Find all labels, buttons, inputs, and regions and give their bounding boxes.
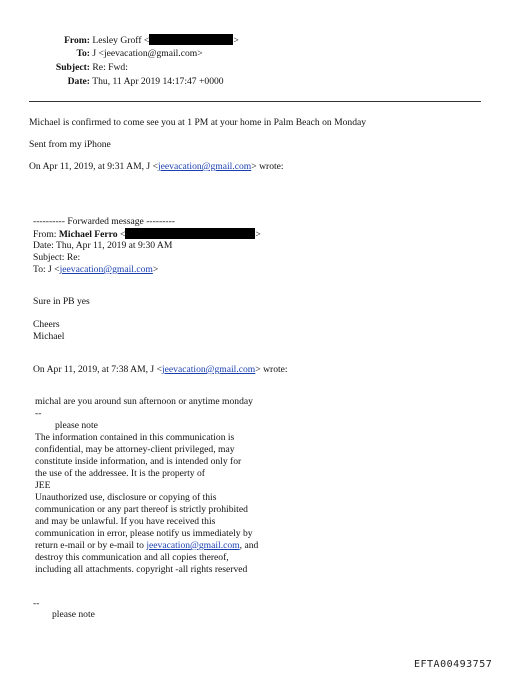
quote1-email-link[interactable]: jeevacation@gmail.com bbox=[157, 161, 252, 172]
disclaimer-line: including all attachments. copyright -all rights reserved bbox=[35, 564, 248, 575]
quote-header-1 bbox=[29, 161, 284, 173]
disc-prefix: return e-mail or by e-mail to bbox=[35, 540, 147, 551]
date-label: Date: bbox=[67, 76, 90, 87]
signature-dashes: -- bbox=[35, 408, 42, 419]
date-value: Thu, 11 Apr 2019 14:17:47 +0000 bbox=[92, 76, 224, 87]
header-date-row bbox=[48, 76, 224, 88]
to-value: J <jeevacation@gmail.com> bbox=[92, 48, 203, 59]
please-note: please note bbox=[55, 420, 98, 431]
reply-cheers: Cheers bbox=[33, 319, 60, 330]
quote1-prefix: On Apr 11, 2019, at 9:31 AM, J < bbox=[29, 161, 158, 172]
forwarded-banner: ---------- Forwarded message --------- bbox=[33, 216, 175, 227]
disclaimer-line: Unauthorized use, disclosure or copying of this bbox=[35, 492, 217, 503]
disclaimer-line: constitute inside information, and is intended only for bbox=[35, 456, 242, 467]
original-line-1: michal are you around sun afternoon or anytime monday bbox=[35, 396, 253, 407]
disc-suffix: , and bbox=[239, 540, 259, 551]
forwarded-subject: Subject: Re: bbox=[33, 252, 81, 263]
reply-line-1: Sure in PB yes bbox=[33, 296, 90, 307]
disclaimer-line: the use of the addressee. It is the property of bbox=[35, 468, 205, 479]
from-close: > bbox=[233, 35, 239, 46]
fwd-to-prefix: To: J < bbox=[33, 264, 60, 275]
redaction-bar bbox=[125, 228, 255, 239]
header-divider bbox=[29, 101, 481, 102]
header-subject-row bbox=[30, 62, 128, 74]
header-from-row bbox=[48, 34, 239, 47]
bates-number: EFTA00493757 bbox=[414, 659, 493, 670]
fwd-to-suffix: > bbox=[152, 264, 159, 275]
quote-header-2 bbox=[33, 364, 288, 376]
fwd-from-close: > bbox=[255, 229, 261, 240]
disclaimer-line: destroy this communication and all copies thereof, bbox=[35, 552, 229, 563]
sent-from-line: Sent from my iPhone bbox=[29, 139, 111, 150]
quote2-prefix: On Apr 11, 2019, at 7:38 AM, J < bbox=[33, 364, 162, 375]
fwd-from-name: Michael Ferro bbox=[58, 229, 118, 240]
from-label: From: bbox=[64, 35, 90, 46]
subject-value: Re: Fwd: bbox=[92, 62, 128, 73]
disclaimer-line-email bbox=[35, 540, 258, 552]
header-to-row bbox=[48, 48, 203, 60]
reply-signature: Michael bbox=[33, 331, 65, 342]
disclaimer-line: The information contained in this communication is bbox=[35, 432, 235, 443]
footer-dashes: -- bbox=[33, 598, 40, 609]
redaction-bar bbox=[149, 34, 233, 45]
quote2-email-link[interactable]: jeevacation@gmail.com bbox=[161, 364, 256, 375]
to-label: To: bbox=[76, 48, 90, 59]
disclaimer-line: confidential, may be attorney-client privileged, may bbox=[35, 444, 235, 455]
disclaimer-line: JEE bbox=[35, 480, 51, 491]
body-line-1: Michael is confirmed to come see you at 1 PM at your home in Palm Beach on Monday bbox=[29, 117, 367, 128]
disclaimer-line: communication in error, please notify us immediately by bbox=[35, 528, 253, 539]
from-name: Lesley Groff < bbox=[92, 35, 150, 46]
disclaimer-line: communication or any part thereof is strictly prohibited bbox=[35, 504, 248, 515]
footer-please-note: please note bbox=[52, 609, 95, 620]
forwarded-to-row bbox=[33, 264, 158, 276]
fwd-from-prefix: From: bbox=[33, 229, 59, 240]
fwd-to-email-link[interactable]: jeevacation@gmail.com bbox=[59, 264, 153, 275]
disclaimer-line: and may be unlawful. If you have received this bbox=[35, 516, 216, 527]
subject-label: Subject: bbox=[55, 62, 90, 73]
forwarded-date: Date: Thu, Apr 11, 2019 at 9:30 AM bbox=[33, 240, 173, 251]
disclaimer-email-link[interactable]: jeevacation@gmail.com bbox=[146, 540, 240, 551]
quote1-suffix: > wrote: bbox=[251, 161, 284, 172]
quote2-suffix: > wrote: bbox=[255, 364, 288, 375]
fwd-from-bracket: < bbox=[117, 229, 126, 240]
